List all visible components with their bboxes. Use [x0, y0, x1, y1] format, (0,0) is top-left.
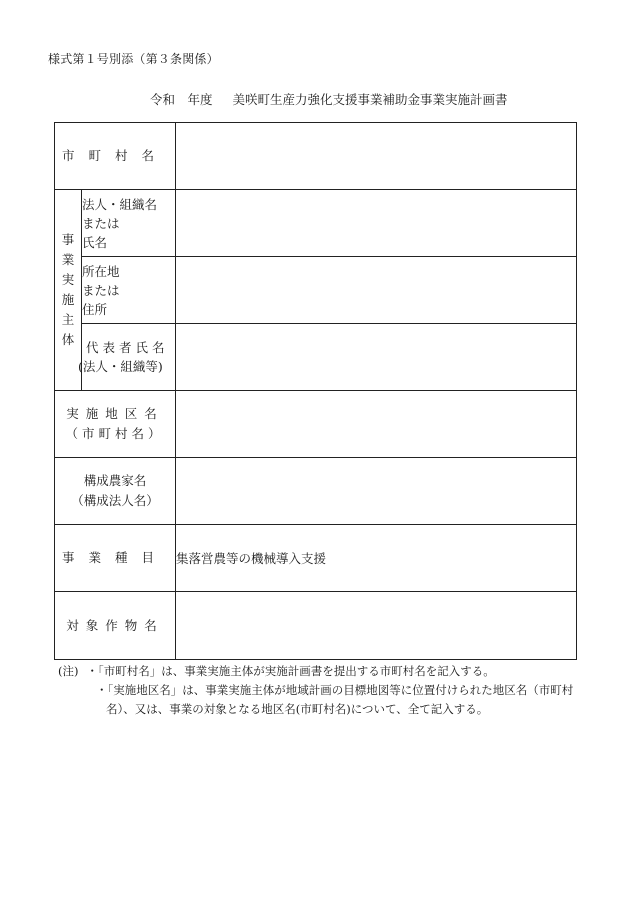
entity-group-char: 事	[61, 232, 75, 247]
row-project-type	[55, 525, 577, 592]
row-crops	[55, 592, 577, 660]
entity-address-line2: または	[82, 282, 120, 298]
row-area	[55, 391, 577, 458]
area-value[interactable]	[176, 391, 577, 458]
title-era: 令和 年度	[150, 92, 213, 107]
farmers-label-line1: 構成農家名	[83, 473, 147, 488]
row-entity-name	[55, 190, 577, 257]
entity-group-char: 業	[61, 252, 75, 267]
notes	[58, 662, 598, 719]
entity-group-char: 実	[61, 272, 75, 287]
note-item: ・「実施地区名」は、事業実施主体が地域計画の目標地図等に位置付けられた地区名（市町村名）、又は、事業の対象となる地区名(市町村名)について、全て記入する。	[96, 683, 574, 716]
note-text: ・「市町村名」は、事業実施主体が実施計画書を提出する市町村名を記入する。	[86, 664, 495, 678]
area-label-line1: 実施地区名	[66, 406, 164, 421]
plan-table	[54, 122, 577, 660]
project-type-value[interactable]: 集落営農等の機械導入支援	[176, 525, 577, 592]
area-label	[55, 391, 176, 458]
farmers-value[interactable]	[176, 458, 577, 525]
project-type-label: 事業種目	[55, 525, 176, 592]
entity-address-label	[82, 257, 176, 324]
representative-line1: 代表者氏名	[86, 340, 169, 355]
entity-address-line3: 住所	[82, 301, 108, 317]
note-tag: (注)	[58, 664, 79, 678]
entity-name-line1: 法人・組織名	[82, 196, 158, 212]
area-label-line2: （市町村名）	[65, 426, 165, 441]
entity-group-char: 体	[61, 332, 75, 347]
entity-group-char: 施	[61, 292, 75, 307]
form-reference: 様式第１号別添（第３条関係）	[48, 52, 219, 66]
document-title	[150, 90, 508, 108]
row-entity-representative	[55, 324, 577, 391]
municipality-label: 市町村名	[55, 123, 176, 190]
representative-value[interactable]	[176, 324, 577, 391]
entity-address-value[interactable]	[176, 257, 577, 324]
entity-name-value[interactable]	[176, 190, 577, 257]
representative-label	[78, 324, 176, 391]
row-farmers	[55, 458, 577, 525]
entity-name-line3: 氏名	[82, 234, 108, 250]
farmers-label	[55, 458, 176, 525]
municipality-value[interactable]	[176, 123, 577, 190]
crops-value[interactable]	[176, 592, 577, 660]
entity-address-line1: 所在地	[82, 263, 120, 279]
row-entity-address	[55, 257, 577, 324]
representative-line2: (法人・組織等)	[78, 359, 163, 374]
entity-group-char: 主	[61, 312, 75, 327]
crops-label: 対象作物名	[55, 592, 176, 660]
note-item	[58, 662, 598, 681]
entity-name-line2: または	[82, 215, 120, 231]
entity-name-label	[82, 190, 176, 257]
title-text: 美咲町生産力強化支援事業補助金事業実施計画書	[232, 92, 508, 107]
farmers-label-line2: （構成法人名）	[71, 493, 159, 508]
row-municipality	[55, 123, 577, 190]
